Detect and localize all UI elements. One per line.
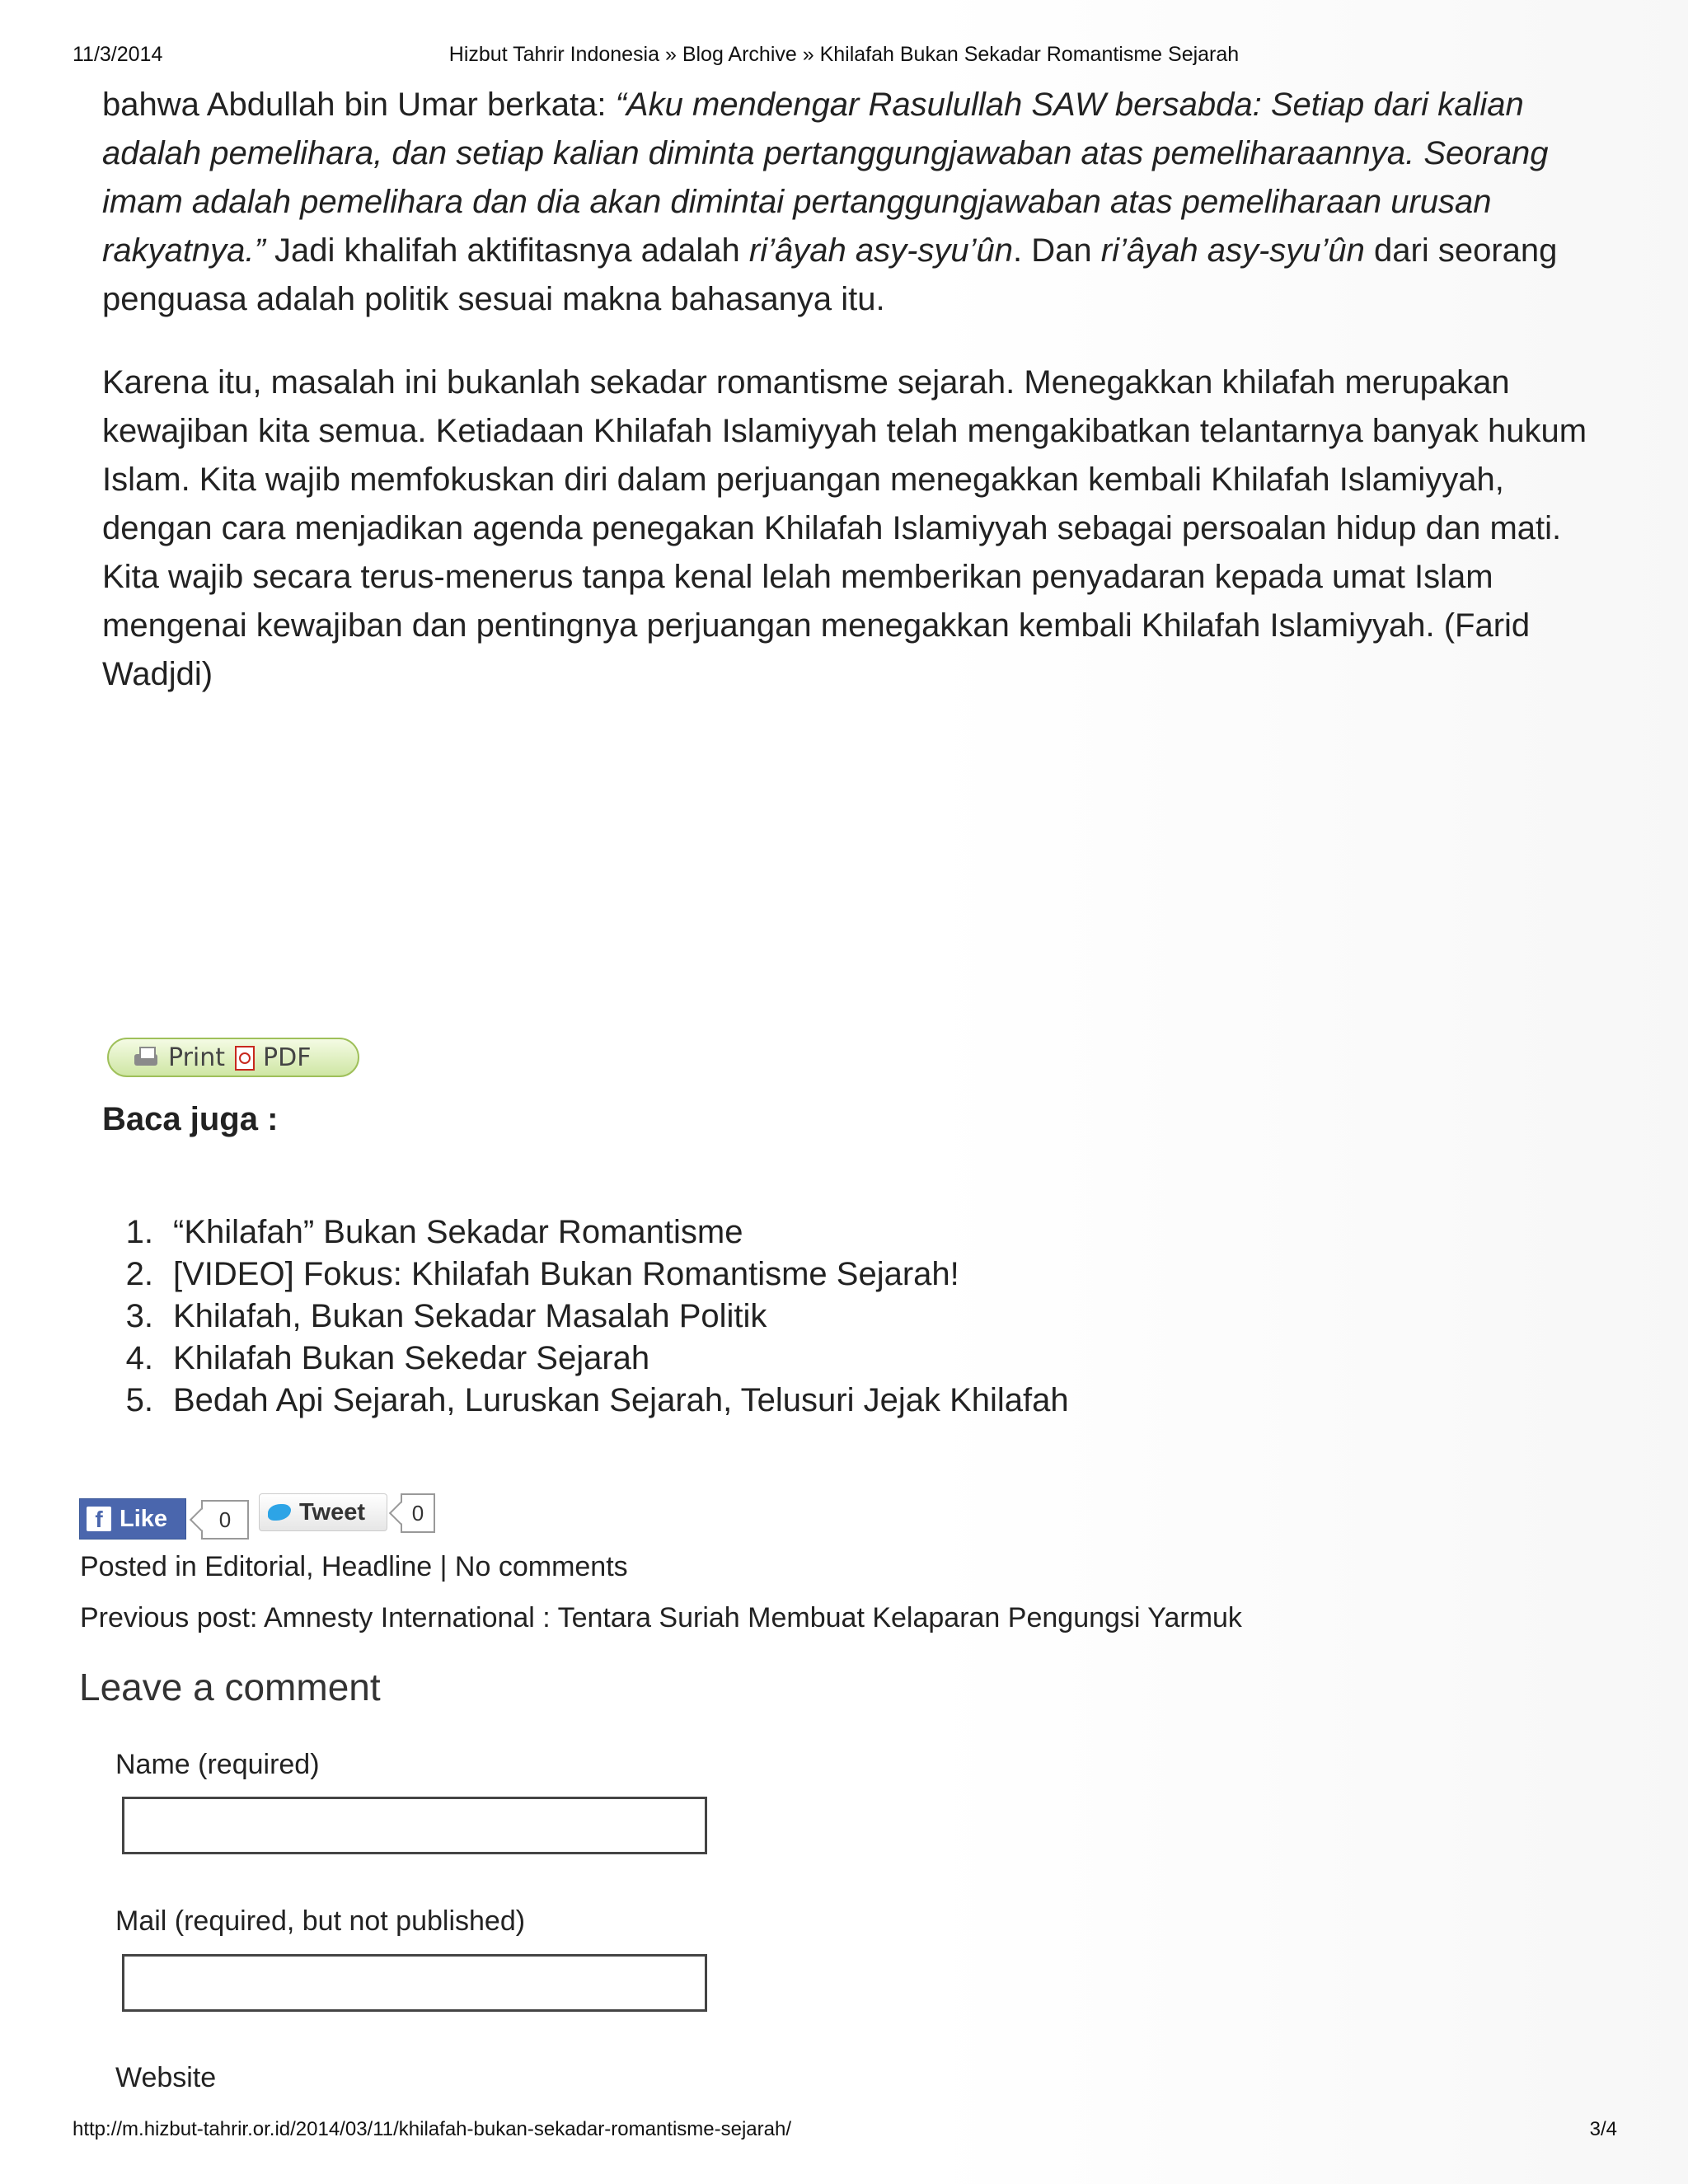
article-paragraph: Karena itu, masalah ini bukanlah sekadar romantisme sejarah. Menegakkan khilafah merupakan kewajiban kita semua. Ketiadaan Khilafah Islamiyyah telah mengakibatkan telantarnya banyak hukum Islam. Kita wajib memfokuskan diri dalam perjuangan menegakkan kembali Khilafah Islamiyyah, dengan cara menjadikan agenda penegakan Khilafah Islamiyyah sebagai persoalan hidup dan mati. Kita wajib secara terus-menerus tanpa kenal lelah memberikan penyadaran kepada umat Islam mengenai kewajiban dan pentingnya perjuangan menegakkan kembali Khilafah Islamiyyah. (Farid Wadjdi): [102, 364, 1587, 692]
list-item[interactable]: [102, 1338, 1069, 1380]
website-label: Website: [115, 2062, 217, 2093]
paragraph-text: bahwa Abdullah bin Umar berkata:: [102, 87, 616, 123]
list-number: 1.: [125, 1214, 153, 1250]
related-link[interactable]: [VIDEO] Fokus: Khilafah Bukan Romantisme Sejarah!: [173, 1256, 959, 1292]
list-item[interactable]: [102, 1296, 1069, 1338]
separator: ,: [306, 1551, 321, 1582]
print-pdf-button[interactable]: [107, 1038, 359, 1077]
list-number: 5.: [125, 1382, 153, 1418]
printer-icon: [132, 1044, 160, 1071]
previous-post-link[interactable]: Amnesty International : Tentara Suriah Membuat Kelaparan Pengungsi Yarmuk: [264, 1602, 1242, 1633]
related-heading: Baca juga :: [102, 1101, 279, 1137]
article-paragraph: [102, 81, 1594, 324]
pdf-icon: [233, 1044, 255, 1071]
category-link-editorial[interactable]: Editorial: [204, 1551, 307, 1582]
related-link[interactable]: Bedah Api Sejarah, Luruskan Sejarah, Telusuri Jejak Khilafah: [173, 1382, 1069, 1418]
twitter-bird-icon: [266, 1501, 294, 1524]
previous-post: [80, 1602, 1242, 1634]
name-field[interactable]: [122, 1797, 707, 1854]
separator: |: [432, 1551, 455, 1582]
paragraph-text: . Dan: [1013, 232, 1101, 269]
tweet-button[interactable]: [259, 1493, 387, 1531]
mail-label: Mail (required, but not published): [115, 1905, 526, 1937]
related-link[interactable]: Khilafah, Bukan Sekadar Masalah Politik: [173, 1298, 767, 1334]
page-url: http://m.hizbut-tahrir.or.id/2014/03/11/khilafah-bukan-sekadar-romantisme-sejarah/: [73, 2118, 792, 2140]
previous-post-label: Previous post:: [80, 1602, 265, 1633]
email-field[interactable]: [122, 1954, 707, 2012]
list-number: 2.: [125, 1256, 153, 1292]
page-number: 3/4: [1589, 2118, 1617, 2140]
list-item[interactable]: [102, 1212, 1069, 1254]
paragraph-text: Jadi khalifah aktifitasnya adalah: [265, 232, 749, 269]
arabic-term: ri’âyah asy-syu’ûn: [748, 232, 1014, 269]
arabic-term: ri’âyah asy-syu’ûn: [1100, 232, 1365, 269]
hadith-quote: “Aku mendengar Rasulullah SAW bersabda: Setiap dari kalian adalah pemelihara, dan setiap kalian diminta pertanggungjawaban atas pemeliharaannya. Seorang imam adalah pemelihara dan dia akan dimintai pertanggungjawaban atas pemeliharaan urusan rakyatnya.”: [102, 87, 1549, 269]
print-footer: [0, 2118, 1688, 2144]
tweet-label: Tweet: [299, 1498, 366, 1526]
like-label: Like: [120, 1505, 168, 1532]
post-categories: [80, 1551, 628, 1583]
facebook-like-button[interactable]: [79, 1498, 186, 1540]
tweet-count: 0: [401, 1493, 435, 1533]
related-link[interactable]: Khilafah Bukan Sekedar Sejarah: [173, 1340, 650, 1376]
social-share-bar: [79, 1493, 458, 1543]
print-label: Print: [168, 1043, 226, 1072]
comment-form-heading: Leave a comment: [79, 1666, 381, 1708]
facebook-icon: f: [87, 1507, 111, 1531]
like-count: 0: [201, 1500, 249, 1540]
list-item[interactable]: [102, 1380, 1069, 1422]
paragraph-text: dari seorang penguasa adalah politik sesuai makna bahasanya itu.: [102, 232, 1558, 317]
comments-link[interactable]: No comments: [454, 1551, 628, 1582]
print-date: 11/3/2014: [73, 43, 163, 66]
list-item[interactable]: [102, 1254, 1069, 1296]
related-link[interactable]: “Khilafah” Bukan Sekadar Romantisme: [173, 1214, 743, 1250]
list-number: 3.: [125, 1298, 153, 1334]
print-header: [0, 43, 1688, 69]
name-label: Name (required): [115, 1749, 320, 1780]
article-body: [102, 81, 1594, 733]
list-number: 4.: [125, 1340, 153, 1376]
pdf-label: PDF: [263, 1043, 312, 1072]
posted-in-label: Posted in: [80, 1551, 205, 1582]
related-posts-list: [102, 1212, 1069, 1422]
print-page-title: Hizbut Tahrir Indonesia » Blog Archive » Khilafah Bukan Sekadar Romantisme Sejarah: [448, 43, 1240, 66]
category-link-headline[interactable]: Headline: [321, 1551, 433, 1582]
